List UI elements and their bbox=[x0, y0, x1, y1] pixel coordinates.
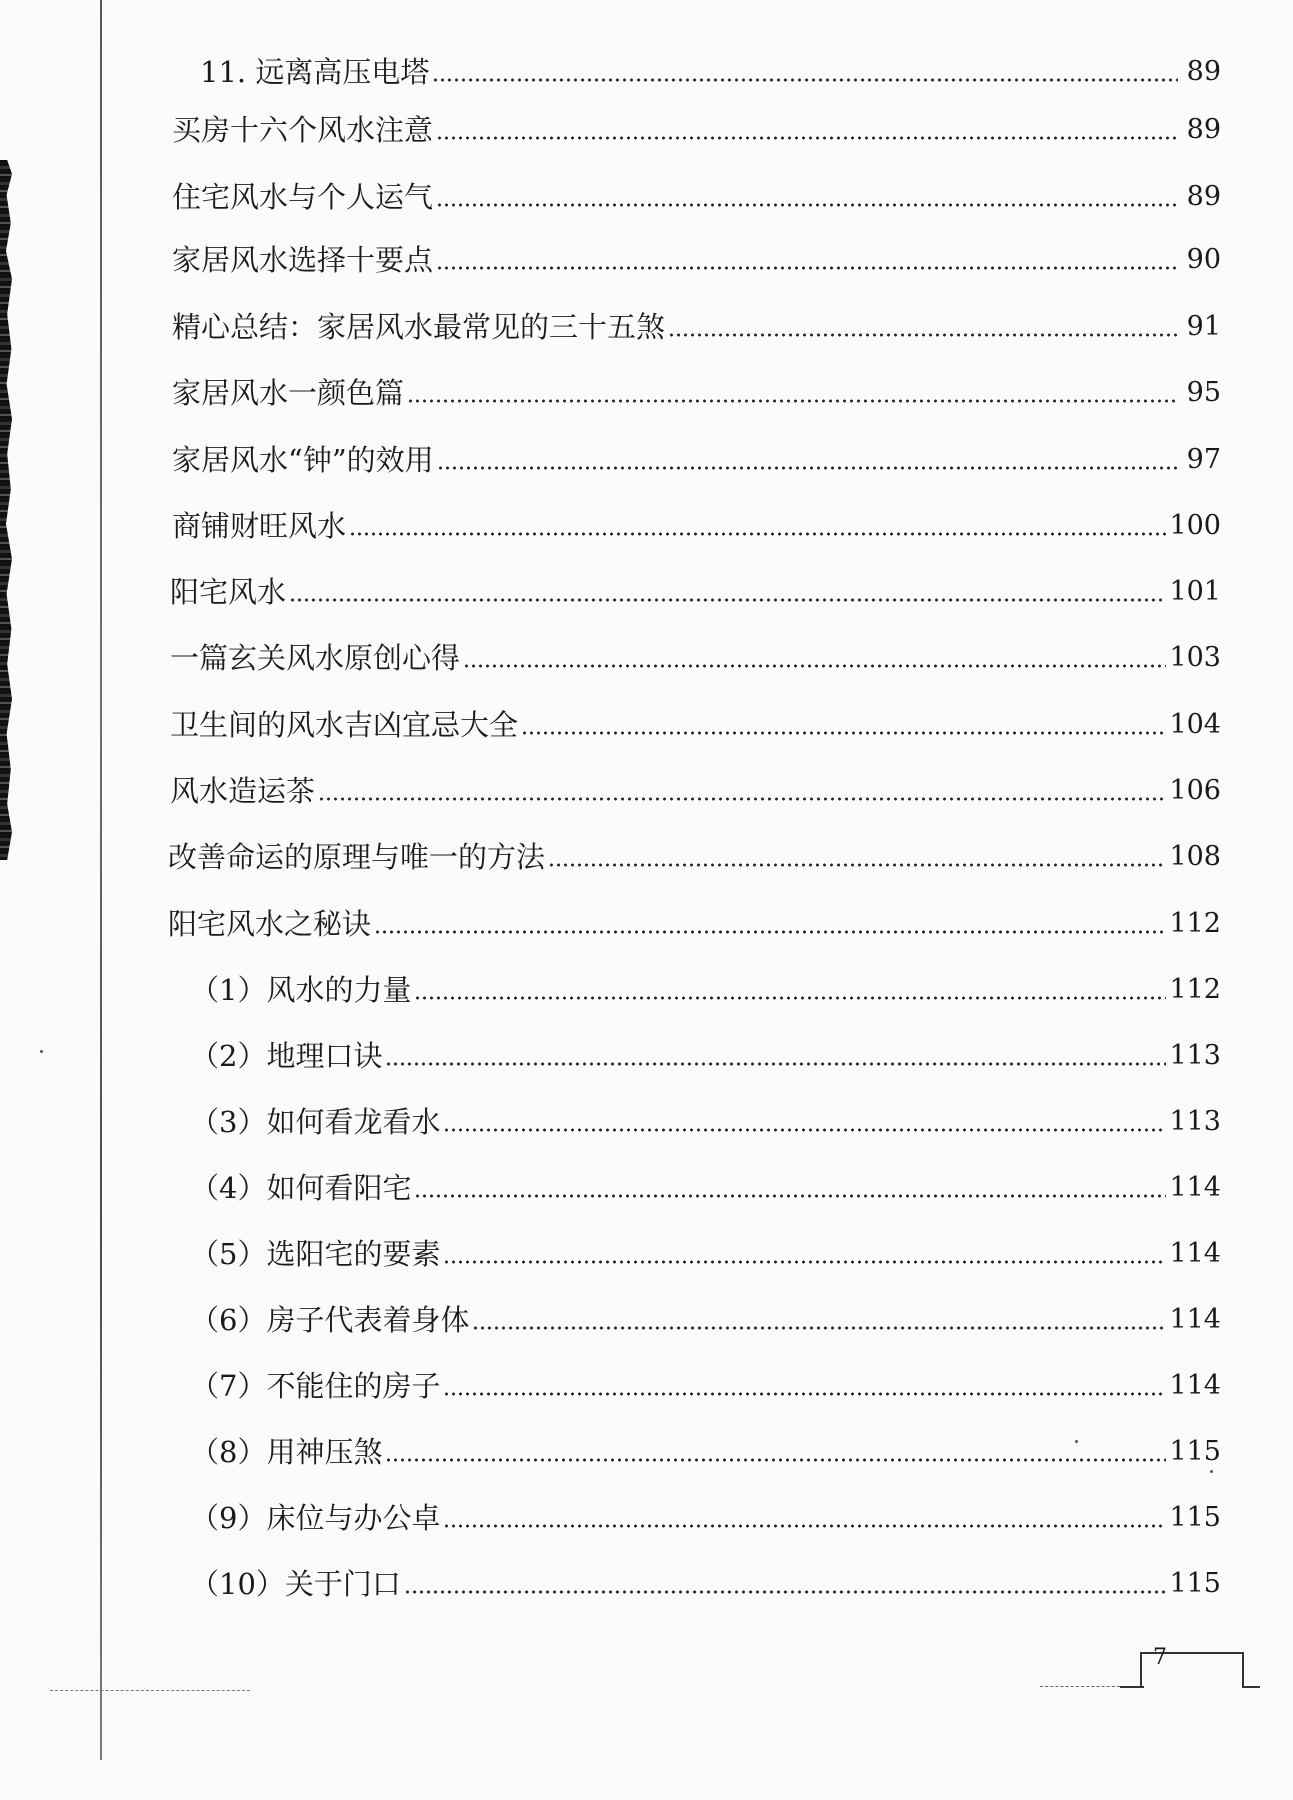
toc-entry-title: 阳宅风水之秘诀 bbox=[168, 907, 372, 941]
toc-leader bbox=[521, 729, 1166, 737]
toc-entry-title: 住宅风水与个人运气 bbox=[172, 180, 434, 214]
toc-entry-title: （5）选阳宅的要素 bbox=[190, 1237, 441, 1271]
toc-leader bbox=[414, 1192, 1166, 1200]
toc-entry-page: 103 bbox=[1169, 642, 1221, 673]
toc-entry-page: 114 bbox=[1169, 1172, 1221, 1203]
toc-leader bbox=[289, 596, 1166, 604]
toc-entry[interactable] bbox=[170, 705, 1221, 745]
toc-entry-page: 114 bbox=[1169, 1304, 1221, 1335]
toc-entry-title: （2）地理口诀 bbox=[190, 1039, 383, 1073]
toc-entry[interactable] bbox=[168, 837, 1221, 877]
toc-entry-page: 104 bbox=[1169, 709, 1221, 740]
toc-entry-page: 112 bbox=[1169, 908, 1221, 939]
toc-entry-page: 90 bbox=[1186, 244, 1221, 275]
toc-entry-title: 商铺财旺风水 bbox=[172, 509, 347, 543]
toc-entry[interactable] bbox=[190, 1036, 1221, 1076]
toc-entry[interactable] bbox=[190, 1234, 1221, 1274]
scan-speck bbox=[1075, 1440, 1078, 1443]
toc-leader bbox=[443, 1258, 1166, 1266]
toc-leader bbox=[436, 134, 1178, 142]
toc-entry-page: 115 bbox=[1169, 1502, 1221, 1533]
toc-entry[interactable] bbox=[172, 177, 1221, 217]
toc-entry-title: （10）关于门口 bbox=[190, 1567, 401, 1601]
toc-entry-title: （6）房子代表着身体 bbox=[190, 1303, 470, 1337]
toc-entry-page: 106 bbox=[1169, 775, 1221, 806]
toc-entry[interactable] bbox=[190, 1102, 1221, 1142]
toc-entry-page: 89 bbox=[1186, 181, 1221, 212]
toc-entry[interactable] bbox=[172, 240, 1221, 280]
toc-entry-page: 97 bbox=[1186, 444, 1221, 475]
toc-entry-title: （4）如何看阳宅 bbox=[190, 1171, 412, 1205]
toc-entry[interactable] bbox=[170, 638, 1221, 678]
toc-entry[interactable] bbox=[168, 904, 1221, 944]
toc-entry-page: 95 bbox=[1186, 377, 1221, 408]
toc-entry-title: （3）如何看龙看水 bbox=[190, 1105, 441, 1139]
toc-entry-title: 卫生间的风水吉凶宜忌大全 bbox=[170, 708, 519, 742]
toc-entry[interactable] bbox=[190, 1168, 1221, 1208]
toc-leader bbox=[463, 662, 1166, 670]
toc-entry-title: 家居风水“钟”的效用 bbox=[172, 443, 434, 477]
binding-edge bbox=[0, 160, 12, 860]
toc-leader bbox=[548, 861, 1166, 869]
toc-entry-page: 114 bbox=[1169, 1238, 1221, 1269]
toc-leader bbox=[668, 331, 1178, 339]
toc-leader bbox=[443, 1390, 1166, 1398]
toc-entry[interactable] bbox=[170, 771, 1221, 811]
toc-entry-page: 115 bbox=[1169, 1568, 1221, 1599]
toc-entry[interactable] bbox=[170, 572, 1221, 612]
toc-entry[interactable] bbox=[190, 970, 1221, 1010]
footer-dash bbox=[1040, 1686, 1120, 1687]
toc-entry-title: 改善命运的原理与唯一的方法 bbox=[168, 840, 546, 874]
toc-entry-page: 89 bbox=[1186, 114, 1221, 145]
toc-entry-title: （1）风水的力量 bbox=[190, 973, 412, 1007]
toc-leader bbox=[374, 928, 1166, 936]
toc-leader bbox=[318, 795, 1166, 803]
scan-speck bbox=[1210, 1470, 1213, 1473]
scan-speck bbox=[40, 1050, 43, 1053]
toc-leader bbox=[414, 994, 1166, 1002]
toc-entry-title: （9）床位与办公卓 bbox=[190, 1501, 441, 1535]
toc-leader bbox=[432, 76, 1178, 84]
toc-leader bbox=[349, 530, 1166, 538]
bottom-rule bbox=[50, 1690, 250, 1692]
toc-entry-title: （7）不能住的房子 bbox=[190, 1369, 441, 1403]
toc-entry[interactable] bbox=[172, 440, 1221, 480]
toc-entry[interactable] bbox=[172, 110, 1221, 150]
toc-entry-page: 114 bbox=[1169, 1370, 1221, 1401]
toc-leader bbox=[472, 1324, 1166, 1332]
toc-entry-title: 风水造运茶 bbox=[170, 774, 316, 808]
toc-entry[interactable] bbox=[190, 1366, 1221, 1406]
toc-leader bbox=[437, 464, 1178, 472]
toc-leader bbox=[407, 397, 1178, 405]
toc-entry-page: 108 bbox=[1169, 841, 1221, 872]
toc-entry-title: 精心总结：家居风水最常见的三十五煞 bbox=[172, 310, 666, 344]
toc-entry-page: 113 bbox=[1169, 1040, 1221, 1071]
toc-leader bbox=[443, 1522, 1166, 1530]
toc-entry-page: 101 bbox=[1169, 576, 1221, 607]
toc-entry-page: 89 bbox=[1186, 56, 1221, 87]
toc-leader bbox=[385, 1060, 1166, 1068]
toc-entry-title: 家居风水选择十要点 bbox=[172, 243, 434, 277]
toc-entry-title: 11. 远离高压电塔 bbox=[200, 55, 430, 89]
toc-entry[interactable] bbox=[200, 52, 1221, 92]
toc-entry[interactable] bbox=[190, 1498, 1221, 1538]
toc-entry[interactable] bbox=[172, 373, 1221, 413]
toc-entry[interactable] bbox=[172, 506, 1221, 546]
toc-entry[interactable] bbox=[172, 307, 1221, 347]
toc-entry[interactable] bbox=[190, 1564, 1221, 1604]
toc-leader bbox=[436, 264, 1178, 272]
toc-entry-title: （8）用神压煞 bbox=[190, 1435, 383, 1469]
margin-rule bbox=[100, 0, 102, 1760]
toc-leader bbox=[385, 1456, 1166, 1464]
toc-entry-page: 113 bbox=[1169, 1106, 1221, 1137]
toc-entry-title: 家居风水一颜色篇 bbox=[172, 376, 405, 410]
toc-entry[interactable] bbox=[190, 1432, 1221, 1472]
toc-entry-title: 买房十六个风水注意 bbox=[172, 113, 434, 147]
toc-entry-page: 112 bbox=[1169, 974, 1221, 1005]
toc-entry-page: 115 bbox=[1169, 1436, 1221, 1467]
toc-entry-title: 阳宅风水 bbox=[170, 575, 287, 609]
toc-leader bbox=[443, 1126, 1166, 1134]
page-number: 7 bbox=[1153, 1645, 1167, 1670]
toc-entry-page: 91 bbox=[1186, 311, 1221, 342]
toc-leader bbox=[404, 1588, 1167, 1596]
toc-leader bbox=[436, 201, 1178, 209]
frame-foot-right bbox=[1242, 1686, 1260, 1688]
toc-entry[interactable] bbox=[190, 1300, 1221, 1340]
toc-entry-title: 一篇玄关风水原创心得 bbox=[170, 641, 461, 675]
toc-entry-page: 100 bbox=[1169, 510, 1221, 541]
